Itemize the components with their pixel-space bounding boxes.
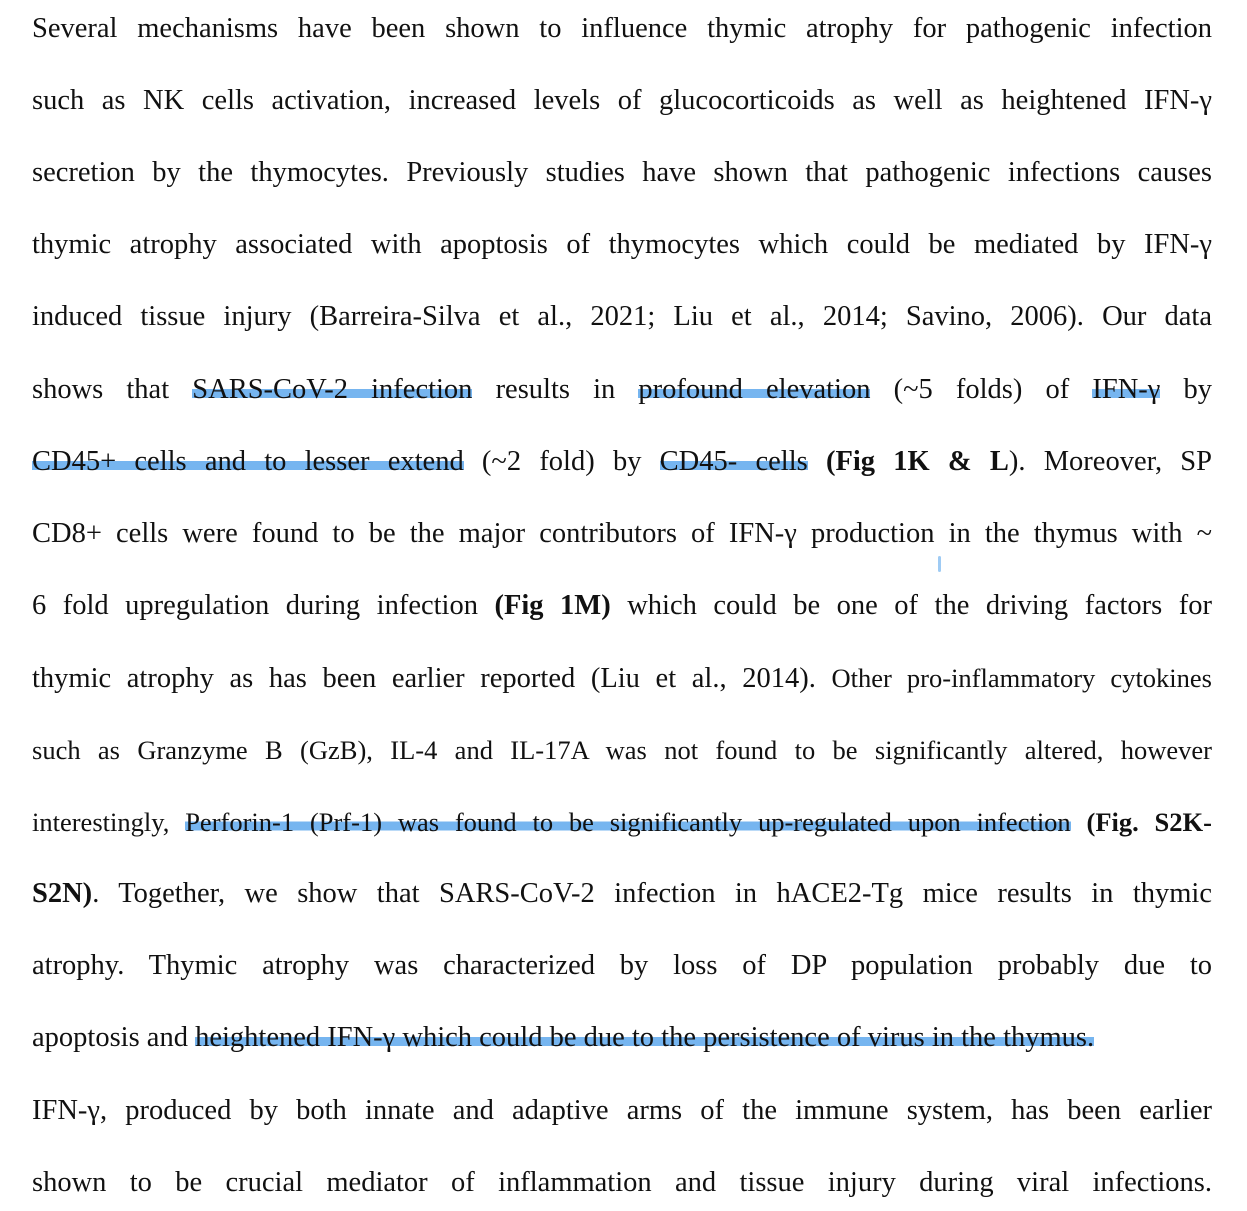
text-segment: such as Granzyme B (GzB), IL-4 and IL-17A was not found to be significantly altered, however xyxy=(32,735,1212,765)
text-segment: induced tissue injury (Barreira-Silva et al., 2021; Liu et al., 2014; Savino, 2006). Our data xyxy=(32,301,1212,333)
text-segment: thymic atrophy associated with apoptosis of thymocytes which could be mediated by IFN-γ xyxy=(32,229,1212,261)
text-segment: CD8+ cells were found to be the major contributors of IFN-γ production in the thymus with ~ xyxy=(32,517,1212,549)
text-segment xyxy=(1071,807,1087,837)
text-segment: which could be one of the driving factors for xyxy=(610,589,1212,621)
text-line-7 xyxy=(32,442,1212,482)
text-line-2 xyxy=(32,81,1212,121)
text-segment: 6 fold upregulation during infection xyxy=(32,589,495,621)
text-segment: interestingly, xyxy=(32,807,186,838)
text-segment: IFN-γ, produced by both innate and adaptive arms of the immune system, has been earlier xyxy=(32,1094,1212,1126)
text-segment xyxy=(808,446,826,477)
figure-reference: (Fig 1K & L xyxy=(825,445,1009,477)
highlighted-text: CD45- cells xyxy=(659,445,808,477)
text-segment: secretion by the thymocytes. Previously studies have shown that pathogenic infections causes xyxy=(32,157,1212,189)
text-segment: atrophy. Thymic atrophy was characterized by loss of DP population probably due to xyxy=(32,950,1212,982)
highlighted-text: heightened IFN-γ which could be due to the persistence of virus in the thymus. xyxy=(195,1022,1095,1054)
text-line-3 xyxy=(32,153,1212,193)
text-segment: apoptosis and xyxy=(32,1022,196,1054)
figure-reference: (Fig. S2K- xyxy=(1086,807,1212,838)
text-line-11 xyxy=(32,730,1212,770)
text-line-17 xyxy=(32,1163,1212,1203)
text-line-8 xyxy=(32,514,1212,554)
text-segment: Other pro-inflammatory cytokines xyxy=(831,662,1212,693)
text-line-1 xyxy=(32,9,1212,49)
text-segment: (~5 folds) of xyxy=(870,373,1093,405)
figure-reference: (Fig 1M) xyxy=(494,589,611,621)
highlighted-text: CD45+ cells and to lesser extend xyxy=(32,445,464,477)
text-line-9 xyxy=(32,586,1212,626)
text-segment: shows that xyxy=(32,373,193,405)
text-segment: thymic atrophy as has been earlier reported (Liu et al., 2014). xyxy=(32,662,832,694)
text-segment: Several mechanisms have been shown to influence thymic atrophy for pathogenic infection xyxy=(32,13,1212,44)
text-segment: (~2 fold) by xyxy=(463,445,660,477)
text-segment: . Together, we show that SARS-CoV-2 infection in hACE2-Tg mice results in thymic xyxy=(92,878,1212,910)
stray-highlighter-mark xyxy=(938,556,941,572)
text-line-13 xyxy=(32,874,1212,914)
text-segment: results in xyxy=(472,373,639,405)
text-segment: by xyxy=(1160,373,1213,405)
text-line-5 xyxy=(32,297,1212,337)
text-segment: shown to be crucial mediator of inflammation and tissue injury during viral infections. xyxy=(32,1166,1212,1198)
text-line-14 xyxy=(32,946,1212,986)
text-line-15 xyxy=(32,1018,1212,1058)
text-line-6 xyxy=(32,370,1212,410)
text-line-16 xyxy=(32,1091,1212,1131)
highlighted-text: Perforin-1 (Prf-1) was found to be significantly up-regulated upon infection xyxy=(185,807,1071,838)
text-line-12 xyxy=(32,802,1212,842)
text-line-10 xyxy=(32,658,1212,698)
highlighted-text: SARS-CoV-2 infection xyxy=(192,373,473,405)
highlighted-text: profound elevation xyxy=(638,373,871,405)
highlighted-text: IFN-γ xyxy=(1092,373,1161,405)
text-segment: such as NK cells activation, increased levels of glucocorticoids as well as heightened IFN-γ xyxy=(32,85,1212,117)
text-line-4 xyxy=(32,225,1212,265)
text-segment: ). Moreover, SP xyxy=(1008,445,1212,477)
figure-reference: S2N) xyxy=(32,878,93,910)
